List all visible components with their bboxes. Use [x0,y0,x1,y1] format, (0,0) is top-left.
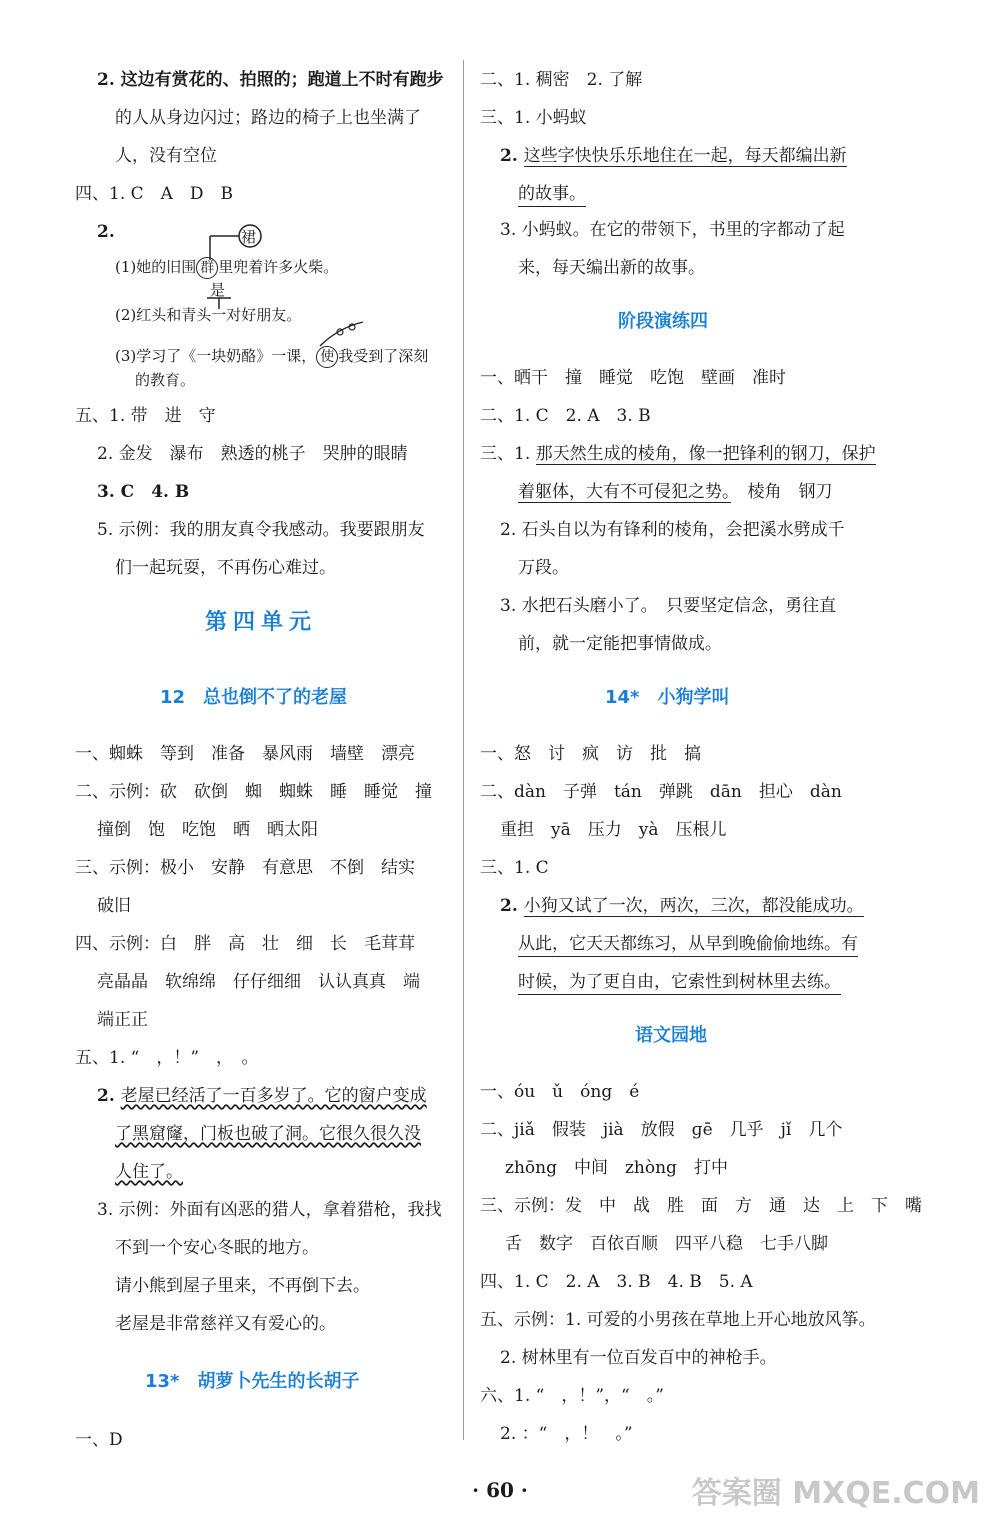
text-line: 2. [97,222,115,242]
text-part: (1)她的旧围 [115,258,197,276]
text-line: 四、1. C 2. A 3. B 4. B 5. A [480,1272,753,1292]
text-line: 破旧 [97,896,131,916]
correction-char: 裙 [241,228,257,246]
text-line: (2)红头和青头一对好朋友。 [115,306,302,324]
text-line: 万段。 [518,558,569,578]
lesson-title: 12 总也倒不了的老屋 [160,687,348,708]
lesson-title: 13* 胡萝卜先生的长胡子 [145,1371,360,1392]
text-line: 撞倒 饱 吃饱 晒 晒太阳 [97,820,318,840]
text-line: 四、示例：白 胖 高 壮 细 长 毛茸茸 [75,934,415,954]
text-part: 里兜着许多火柴。 [218,258,339,276]
text-part: 那天然生成的棱角，像一把锋利的钢刀，保护 [535,444,876,464]
insert-mark: 是 [210,281,226,299]
text-line: 来，每天编出新的故事。 [518,258,705,278]
text-line: 2. 金发 瀑布 熟透的桃子 哭肿的眼睛 [97,444,408,464]
text-line: 的故事。 [518,182,586,207]
text-part: 着躯体，大有不可侵犯之势。 [518,482,731,502]
text-line: 3. 小蚂蚁。在它的带领下，书里的字都动了起 [500,220,845,240]
text-line [518,480,833,504]
text-line: 人，没有空位 [115,146,217,166]
text-line: 重担 yā 压力 yà 压根儿 [500,820,727,840]
text-line: 五、1. 带 进 守 [75,406,216,426]
text-line: 三、1. C [480,858,549,878]
section-title: 语文园地 [635,1025,707,1046]
lesson-title: 14* 小狗学叫 [605,687,730,708]
text-part: (3)学习了《一块奶酪》一课， [115,347,317,365]
text-line [115,255,338,279]
text-line: 不到一个安心冬眠的地方。 [115,1238,319,1258]
text-line: 六、1. “ ，！”，“ 。” [480,1386,664,1406]
text-part: 2. [500,896,524,916]
circled-char: 使 [316,346,338,368]
text-part: 老屋已经活了一百多岁了。它的窗户变成 [120,1086,427,1106]
text-line [115,344,428,368]
text-line: 三、示例：极小 安静 有意思 不倒 结实 [75,858,415,878]
text-line: 老屋是非常慈祥又有爱心的。 [115,1314,336,1334]
text-line: 二、1. C 2. A 3. B [480,406,651,426]
text-line: 三、1. 小蚂蚁 [480,108,587,128]
text-line: 前，就一定能把事情做成。 [518,634,722,654]
text-line: 从此，它天天都练习，从早到晚偷偷地练。有 [518,932,858,957]
text-line: 们一起玩耍，不再伤心难过。 [115,558,336,578]
text-line: 时候，为了更自由，它索性到树林里去练。 [518,970,841,995]
text-part: 2. [97,1086,121,1106]
text-line: 五、1. “ ，！” ， 。 [75,1048,259,1068]
text-line: 3. C 4. B [97,482,190,502]
text-line: 一、D [75,1430,123,1450]
text-line: 2. 这边有赏花的、拍照的；跑道上不时有跑步 [97,70,444,90]
text-line: 三、示例：发 中 战 胜 面 方 通 达 上 下 嘴 [480,1196,922,1216]
unit-title: 第四单元 [205,609,318,635]
text-line: 五、示例：1. 可爱的小男孩在草地上开心地放风筝。 [480,1310,876,1330]
watermark [692,1468,980,1512]
text-line: 一、怒 讨 疯 访 批 搞 [480,744,701,764]
text-line: 的教育。 [135,371,196,389]
text-line: 了黑窟窿，门板也破了洞。它很久很久没 [115,1124,421,1144]
text-line: 舌 数字 百依百顺 四平八稳 七手八脚 [505,1234,828,1254]
text-line [500,894,864,918]
text-line: 2. 树林里有一位百发百中的神枪手。 [500,1348,777,1368]
text-part: 小狗又试了一次，两次，三次，都没能成功。 [523,896,864,916]
text-part: 三、1. [480,444,536,464]
text-part: 我受到了深刻 [338,347,429,365]
text-line: 一、óu ǔ óng é [480,1082,640,1102]
text-line: 的人从身边闪过；路边的椅子上也坐满了 [115,108,421,128]
column-divider [463,60,464,1440]
text-part: 2. [500,146,524,166]
text-line: 2. 石头自以为有锋利的棱角，会把溪水劈成千 [500,520,845,540]
text-line: 端正正 [97,1010,148,1030]
text-line [97,1084,427,1108]
text-part: 棱角 钢刀 [730,482,833,502]
text-line: 3. 水把石头磨小了。 只要坚定信念，勇往直 [500,596,837,616]
text-line: 2. ：“ ，！ 。” [500,1424,633,1444]
text-line: 5. 示例：我的朋友真令我感动。我要跟朋友 [97,520,425,540]
text-line: 一、晒干 撞 睡觉 吃饱 壁画 准时 [480,368,786,388]
text-line: 四、1. C A D B [75,184,234,204]
text-line: 二、1. 稠密 2. 了解 [480,70,643,90]
text-line: 亮晶晶 软绵绵 仔仔细细 认认真真 端 [97,972,420,992]
text-line: 请小熊到屋子里来，不再倒下去。 [115,1276,370,1296]
text-line: zhōng 中间 zhòng 打中 [505,1158,728,1178]
text-line: 一、蜘蛛 等到 准备 暴风雨 墙壁 漂亮 [75,744,415,764]
text-line: 二、示例：砍 砍倒 蜘 蜘蛛 睡 睡觉 撞 [75,782,432,802]
section-title: 阶段演练四 [618,311,708,332]
circled-char: 群 [196,257,218,279]
text-line: 3. 示例：外面有凶恶的猎人，拿着猎枪，我找 [97,1200,442,1220]
text-line: 二、jiǎ 假装 jià 放假 ɡē 几乎 jǐ 几个 [480,1120,843,1140]
watermark-text: 答案圈 MXQE.COM [691,1476,980,1511]
text-line [500,144,847,168]
page-number: · 60 · [472,1478,528,1502]
text-line [480,442,876,466]
delete-mark [318,318,368,348]
text-line: 二、dàn 子弹 tán 弹跳 dān 担心 dàn [480,782,842,802]
text-line: 人住了。 [115,1162,183,1182]
text-part: 这些字快快乐乐地住在一起，每天都编出新 [523,146,847,166]
